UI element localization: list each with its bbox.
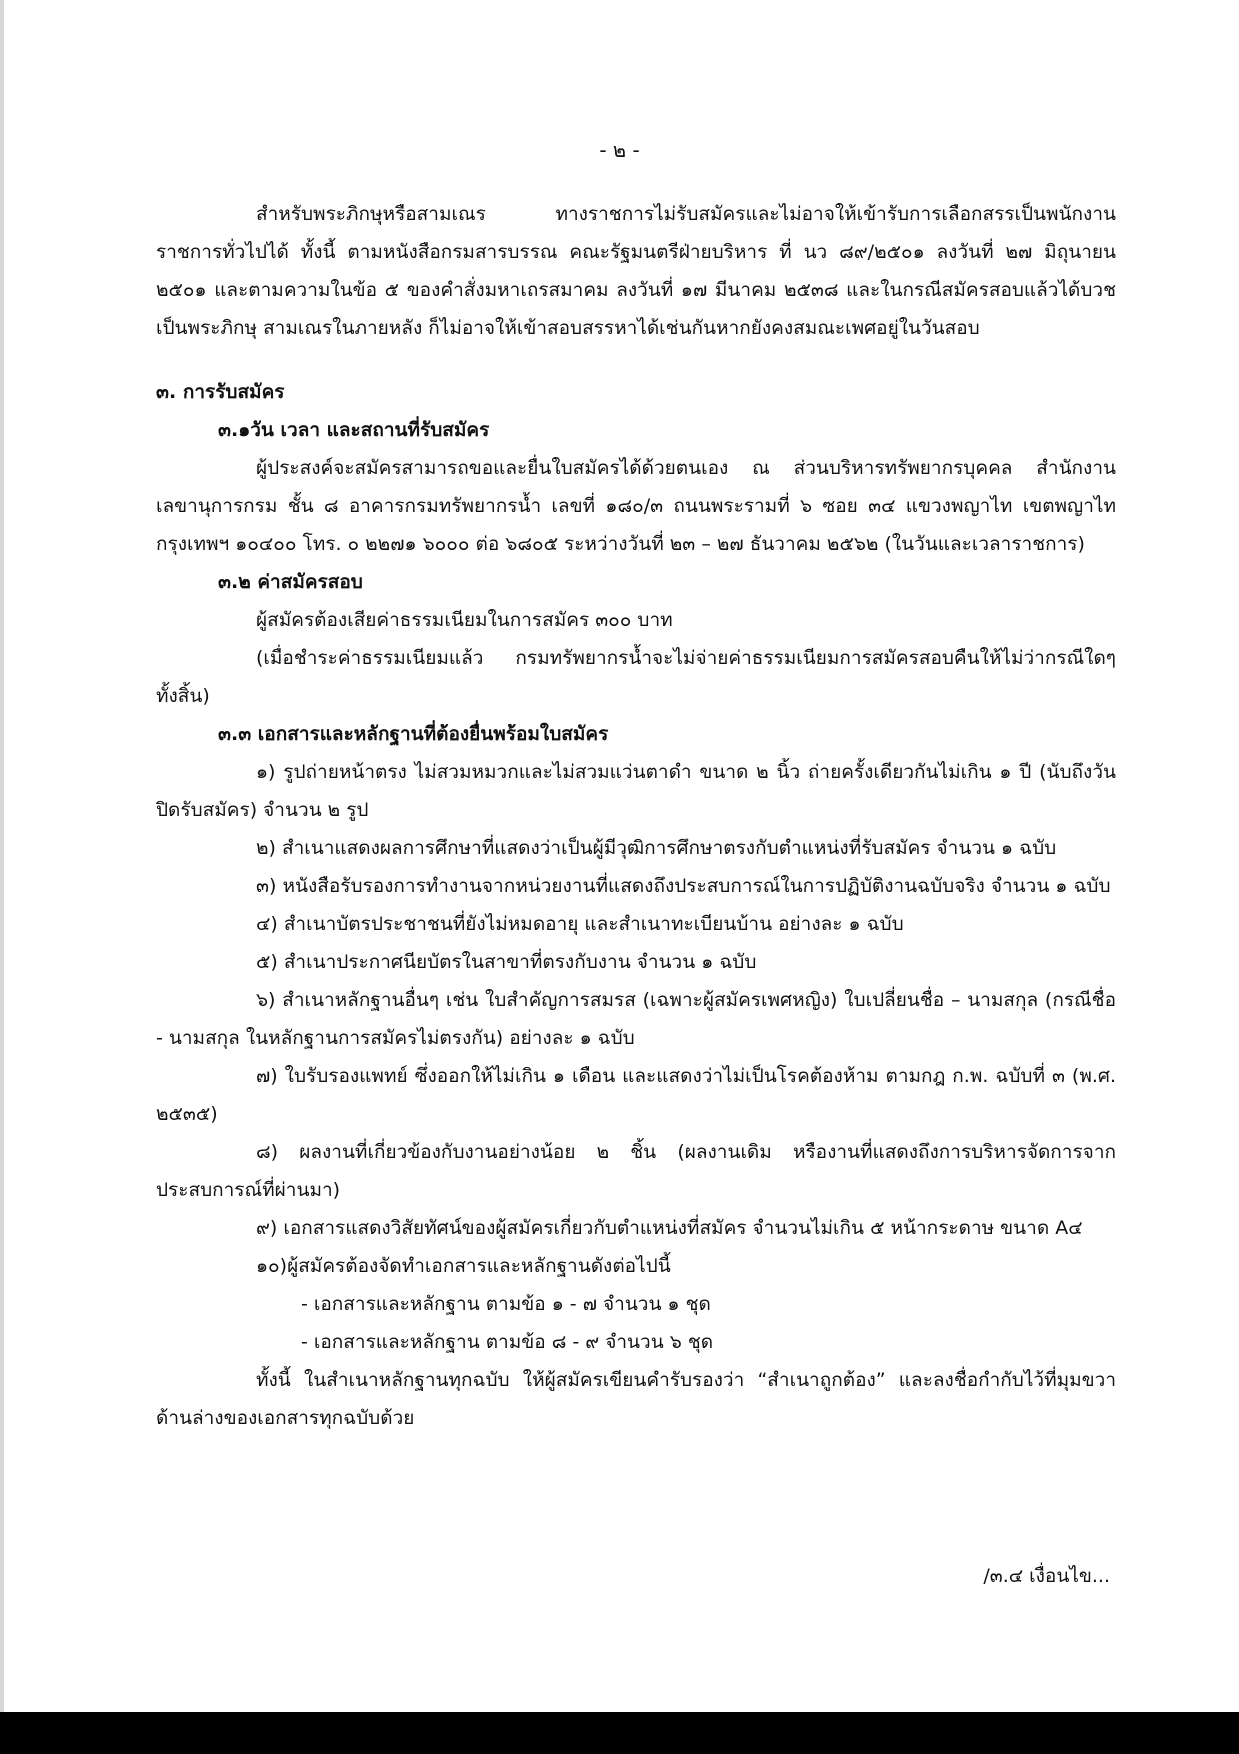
list-item: ๑) รูปถ่ายหน้าตรง ไม่สวมหมวกและไม่สวมแว่นตาดำ ขนาด ๒ นิ้ว ถ่ายครั้งเดียวกันไม่เกิน ๑ ปี (นับถึงวันปิดรับสมัคร) จำนวน ๒ รูป (156, 761, 1116, 821)
scan-bottom-bar (0, 1712, 1239, 1754)
fee-note: (เมื่อชำระค่าธรรมเนียมแล้ว กรมทรัพยากรน้ำจะไม่จ่ายค่าธรรมเนียมการสมัครสอบคืนให้ไม่ว่ากรณีใดๆ ทั้งสิ้น) (156, 647, 1116, 707)
section-heading-3: ๓. การรับสมัคร (156, 381, 285, 403)
subsection-body-3-1: ผู้ประสงค์จะสมัครสามารถขอและยื่นใบสมัครได้ด้วยตนเอง ณ ส่วนบริหารทรัพยากรบุคคล สำนักงานเลขานุการกรม ชั้น ๘ อาคารกรมทรัพยากรน้ำ เลขที่ ๑๘๐/๓ ถนนพระรามที่ ๖ ซอย ๓๔ แขวงพญาไท เขตพญาไท กรุงเทพฯ ๑๐๔๐๐ โทร. ๐ ๒๒๗๑ ๖๐๐๐ ต่อ ๖๘๐๕ ระหว่างวันที่ ๒๓ – ๒๗ ธันวาคม ๒๕๖๒ (ในวันและเวลาราชการ) (156, 457, 1116, 555)
list-item: ๔) สำเนาบัตรประชาชนที่ยังไม่หมดอายุ และสำเนาทะเบียนบ้าน อย่างละ ๑ ฉบับ (256, 913, 904, 935)
bullet-item: - เอกสารและหลักฐาน ตามข้อ ๘ - ๙ จำนวน ๖ ชุด (301, 1331, 714, 1353)
list-item: ๙) เอกสารแสดงวิสัยทัศน์ของผู้สมัครเกี่ยวกับตำแหน่งที่สมัคร จำนวนไม่เกิน ๕ หน้ากระดาษ ขนาด A๔ (256, 1217, 1083, 1239)
bullet-item: - เอกสารและหลักฐาน ตามข้อ ๑ - ๗ จำนวน ๑ ชุด (301, 1293, 711, 1315)
subsection-heading-3-1: ๓.๑วัน เวลา และสถานที่รับสมัคร (218, 419, 490, 441)
page-number: - ๒ - (599, 138, 640, 162)
scan-edge (0, 0, 4, 1754)
intro-paragraph: สำหรับพระภิกษุหรือสามเณร ทางราชการไม่รับสมัครและไม่อาจให้เข้ารับการเลือกสรรเป็นพนักงานราชการทั่วไปได้ ทั้งนี้ ตามหนังสือกรมสารบรรณ คณะรัฐมนตรีฝ่ายบริหาร ที่ นว ๘๙/๒๕๐๑ ลงวันที่ ๒๗ มิถุนายน ๒๕๐๑ และตามความในข้อ ๕ ของคำสั่งมหาเถรสมาคม ลงวันที่ ๑๗ มีนาคม ๒๕๓๘ และในกรณีสมัครสอบแล้วได้บวชเป็นพระภิกษุ สามเณรในภายหลัง ก็ไม่อาจให้เข้าสอบสรรหาได้เช่นกันหากยังคงสมณะเพศอยู่ในวันสอบ (156, 203, 1116, 339)
list-item: ๘) ผลงานที่เกี่ยวข้องกับงานอย่างน้อย ๒ ชิ้น (ผลงานเดิม หรืองานที่แสดงถึงการบริหารจัดการจากประสบการณ์ที่ผ่านมา) (156, 1141, 1116, 1201)
continuation-marker: /๓.๔ เงื่อนไข... (983, 1565, 1110, 1587)
list-item: ๓) หนังสือรับรองการทำงานจากหน่วยงานที่แสดงถึงประสบการณ์ในการปฏิบัติงานฉบับจริง จำนวน ๑ ฉบับ (256, 875, 1111, 897)
spacer (156, 347, 1116, 373)
document-body (156, 195, 1116, 1437)
fee-line: ผู้สมัครต้องเสียค่าธรรมเนียมในการสมัคร ๓๐๐ บาท (256, 609, 673, 631)
list-item: ๒) สำเนาแสดงผลการศึกษาที่แสดงว่าเป็นผู้มีวุฒิการศึกษาตรงกับตำแหน่งที่รับสมัคร จำนวน ๑ ฉบับ (256, 837, 1057, 859)
list-item: ๗) ใบรับรองแพทย์ ซึ่งออกให้ไม่เกิน ๑ เดือน และแสดงว่าไม่เป็นโรคต้องห้าม ตามกฎ ก.พ. ฉบับที่ ๓ (พ.ศ. ๒๕๓๕) (156, 1065, 1116, 1125)
list-item: ๑๐)ผู้สมัครต้องจัดทำเอกสารและหลักฐานดังต่อไปนี้ (256, 1255, 671, 1277)
list-item: ๕) สำเนาประกาศนียบัตรในสาขาที่ตรงกับงาน จำนวน ๑ ฉบับ (256, 951, 757, 973)
subsection-heading-3-2: ๓.๒ ค่าสมัครสอบ (218, 571, 363, 593)
list-item: ๖) สำเนาหลักฐานอื่นๆ เช่น ใบสำคัญการสมรส (เฉพาะผู้สมัครเพศหญิง) ใบเปลี่ยนชื่อ – นามสกุล (กรณีชื่อ - นามสกุล ในหลักฐานการสมัครไม่ตรงกัน) อย่างละ ๑ ฉบับ (156, 989, 1116, 1049)
subsection-heading-3-3: ๓.๓ เอกสารและหลักฐานที่ต้องยื่นพร้อมใบสมัคร (218, 723, 609, 745)
closing-paragraph: ทั้งนี้ ในสำเนาหลักฐานทุกฉบับ ให้ผู้สมัครเขียนคำรับรองว่า “สำเนาถูกต้อง” และลงชื่อกำกับไว้ที่มุมขวาด้านล่างของเอกสารทุกฉบับด้วย (156, 1369, 1116, 1429)
